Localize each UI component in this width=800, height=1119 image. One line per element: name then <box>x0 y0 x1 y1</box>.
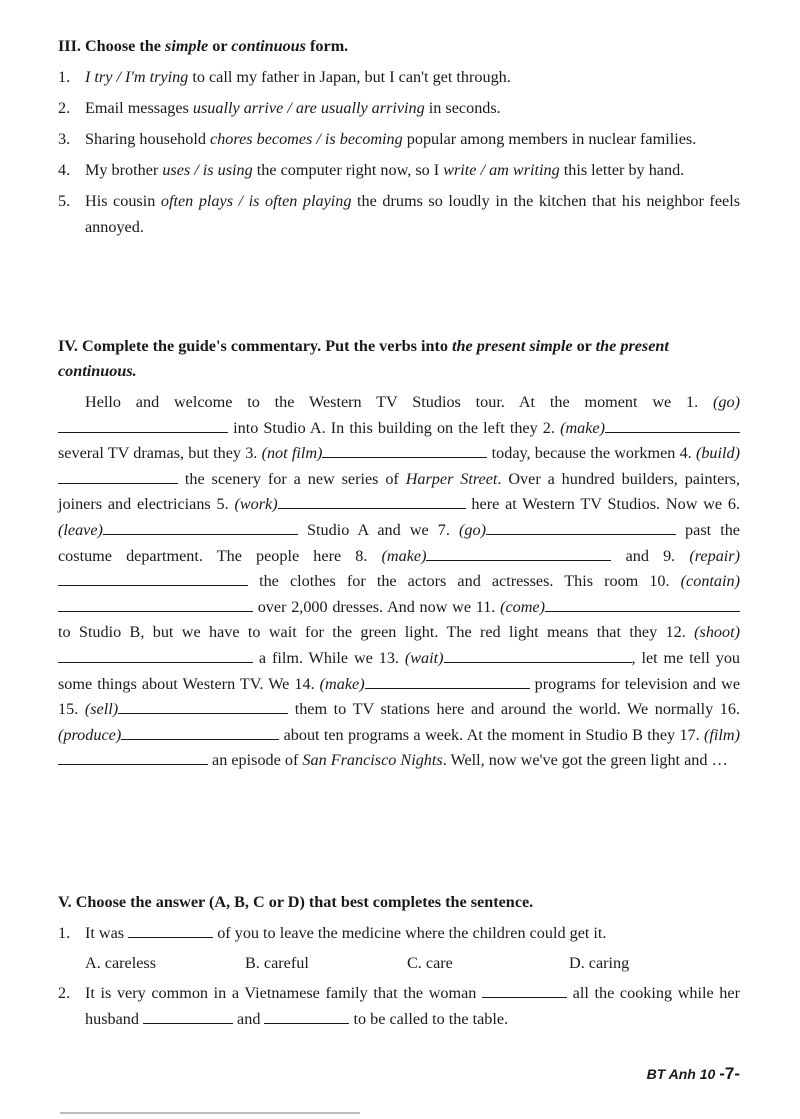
answer-blank-q2c[interactable] <box>264 1009 349 1024</box>
option-a[interactable]: A. careless <box>85 954 157 972</box>
section-4 <box>58 334 740 774</box>
answer-blank-17[interactable] <box>58 750 208 765</box>
answer-blank-9[interactable] <box>58 571 248 586</box>
question-1: 1. It was of you to leave the medicine where the children could get it. <box>58 924 607 942</box>
answer-blank-16[interactable] <box>121 725 279 740</box>
answer-blank-1[interactable] <box>58 418 228 433</box>
answer-blank-10[interactable] <box>58 597 253 612</box>
option-d[interactable]: D. caring <box>569 954 630 972</box>
answer-blank-15[interactable] <box>118 699 288 714</box>
answer-blank-8[interactable] <box>426 546 611 561</box>
list-item: 2. Email messages usually arrive / are usually arriving in seconds. <box>58 99 501 117</box>
page-footer: BT Anh 10 -7- <box>646 1064 740 1083</box>
answer-blank-q2a[interactable] <box>482 983 567 998</box>
answer-blank-2[interactable] <box>605 418 740 433</box>
section-5 <box>58 890 740 1032</box>
answer-blank-13[interactable] <box>444 648 632 663</box>
answer-blank-11[interactable] <box>545 597 740 612</box>
answer-blank-3[interactable] <box>322 443 487 458</box>
section-3 <box>58 34 740 240</box>
answer-blank-4[interactable] <box>58 469 178 484</box>
answer-blank-14[interactable] <box>365 674 530 689</box>
answer-options <box>58 950 740 976</box>
answer-blank-7[interactable] <box>486 520 676 535</box>
answer-blank-5[interactable] <box>278 494 466 509</box>
list-item: 5. His cousin often plays / is often playing the drums so loudly in the kitchen that his neighbor feels annoyed. <box>58 192 740 236</box>
guide-commentary: Hello and welcome to the Western TV Studios tour. At the moment we 1. (go) into Studio A. In this building on the left they 2. (make) several TV dramas, but they 3. (not film) today, because the workmen 4. (build) the scenery for a new series of Harper Street. Over a hundred builders, painters, joiners and electricians 5. (work) here at Western TV Studios. Now we 6. (leave) Studio A and we 7. (go) past the costume department. The people here 8. (make) and 9. (repair) the clothes for the actors and actresses. This room 10. (contain) over 2,000 dresses. And now we 11. (come) to Studio B, but we have to wait for the green light. The red light means that they 12. (shoot) a film. While we 13. (wait) , let me tell you some things about Western TV. We 14. (make) programs for television and we 15. (sell) them to TV stations here and around the world. We normally 16. (produce) about ten programs a week. At the moment in Studio B they 17. (film) an episode of San Francisco Nights. Well, now we've got the green light and … <box>58 393 741 770</box>
list-item: 1. I try / I'm trying to call my father in Japan, but I can't get through. <box>58 68 511 86</box>
answer-blank-q2b[interactable] <box>143 1009 233 1024</box>
section-5-title: V. Choose the answer (A, B, C or D) that best completes the sentence. <box>58 893 534 911</box>
answer-blank-12[interactable] <box>58 648 253 663</box>
list-item: 4. My brother uses / is using the computer right now, so I write / am writing this letter by hand. <box>58 161 685 179</box>
list-item: 3. Sharing household chores becomes / is becoming popular among members in nuclear families. <box>58 130 697 148</box>
section-3-title: III. Choose the simple or continuous form. <box>58 37 349 55</box>
section-4-title: IV. Complete the guide's commentary. Put the verbs into the present simple or the present continuous. <box>58 337 669 380</box>
bottom-rule <box>60 1112 360 1114</box>
option-c[interactable]: C. care <box>407 954 453 972</box>
option-b[interactable]: B. careful <box>245 954 309 972</box>
answer-blank-6[interactable] <box>103 520 298 535</box>
question-2: 2. It is very common in a Vietnamese family that the woman all the cooking while her husband and to be called to the table. <box>58 984 740 1028</box>
answer-blank-q1[interactable] <box>128 923 213 938</box>
